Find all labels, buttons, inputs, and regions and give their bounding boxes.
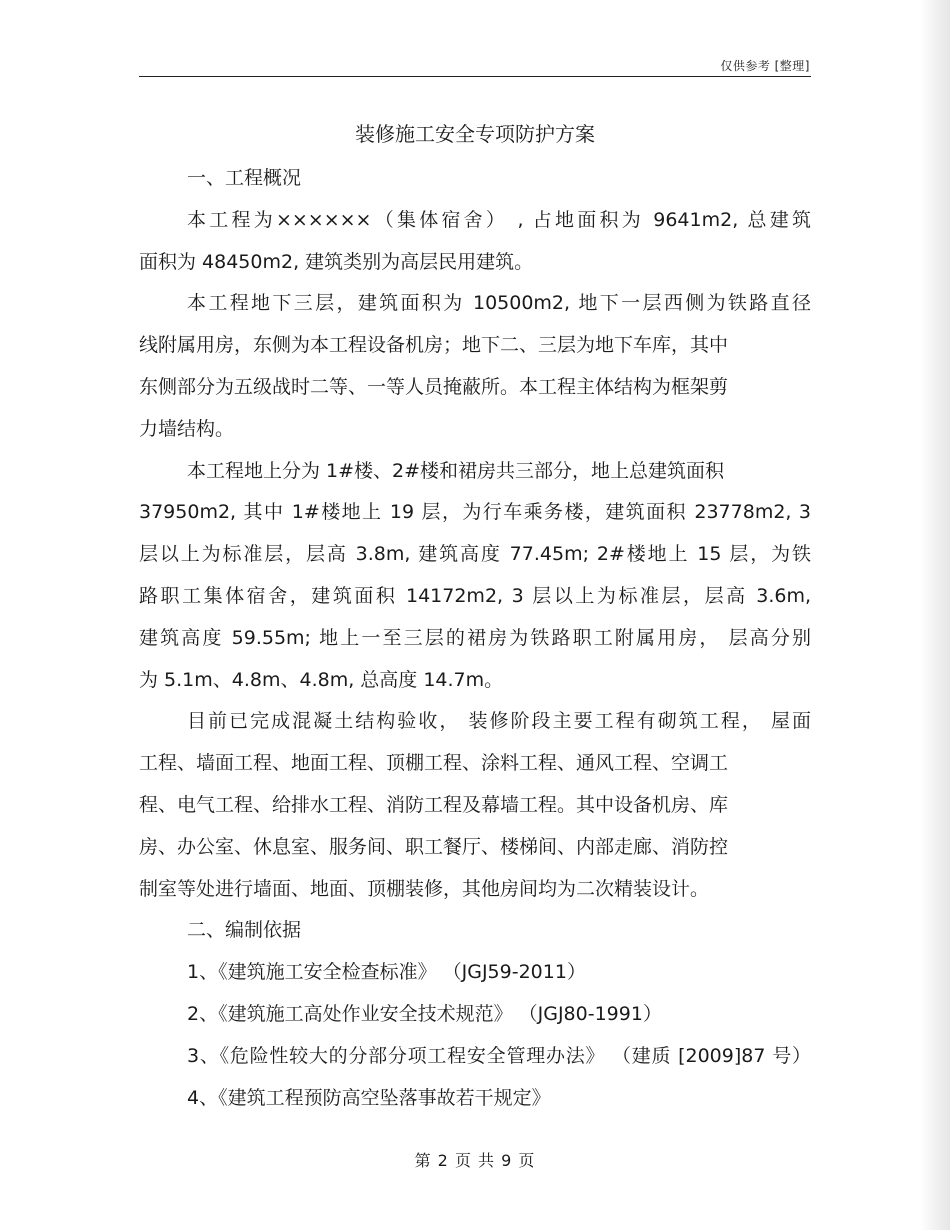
body-line: 东侧部分为五级战时二等、一等人员掩蔽所。本工程主体结构为框架剪 [139, 375, 729, 398]
body-line: 一、工程概况 [187, 167, 302, 189]
body-line: 本工程地上分为 1#楼、2#楼和裙房共三部分，地上总建筑面积 [187, 459, 725, 482]
body-line: 二、编制依据 [187, 919, 302, 942]
page-edge-shadow [920, 0, 950, 1230]
body-line: 目前已完成混凝土结构验收， 装修阶段主要工程有砌筑工程， 屋面 [187, 710, 811, 733]
body-line: 37950m2, 其中 1#楼地上 19 层，为行车乘务楼，建筑面积 23778m2, 3 [139, 501, 811, 524]
body-line: 面积为 48450m2, 建筑类别为高层民用建筑。 [139, 250, 534, 273]
body-line: 力墙结构。 [139, 417, 235, 440]
body-line: 制室等处进行墙面、地面、顶棚装修，其他房间均为二次精装设计。 [139, 877, 710, 900]
body-line: 工程、墙面工程、地面工程、顶棚工程、涂料工程、通风工程、空调工 [139, 752, 729, 775]
body-line: 路职工集体宿舍，建筑面积 14172m2, 3 层以上为标准层，层高 3.6m, [139, 584, 811, 607]
body-line: 为 5.1m、4.8m、4.8m, 总高度 14.7m。 [139, 668, 504, 691]
header-rule [139, 76, 811, 77]
body-line: 层以上为标准层，层高 3.8m, 建筑高度 77.45m; 2#楼地上 15 层，为铁 [139, 543, 811, 566]
document-body [139, 158, 811, 1119]
body-line: 房、办公室、休息室、服务间、职工餐厅、楼梯间、内部走廊、消防控 [139, 835, 729, 858]
body-line: 4、《建筑工程预防高空坠落事故若干规定》 [187, 1086, 551, 1109]
body-line: 程、电气工程、给排水工程、消防工程及幕墙工程。其中设备机房、库 [139, 793, 729, 816]
body-line: 本工程地下三层，建筑面积为 10500m2, 地下一层西侧为铁路直径 [187, 292, 811, 315]
document-title: 装修施工安全专项防护方案 [355, 122, 595, 146]
body-line: 1、《建筑施工安全检查标准》 （JGJ59-2011） [187, 961, 586, 984]
body-line: 3、《危险性较大的分部分项工程安全管理办法》 （建质 [2009]87 号） [187, 1044, 811, 1067]
body-line: 2、《建筑施工高处作业安全技术规范》 （JGJ80-1991） [187, 1002, 662, 1025]
body-line: 建筑高度 59.55m; 地上一至三层的裙房为铁路职工附属用房， 层高分别 [139, 626, 811, 649]
header-note: 仅供参考 [整理] [720, 59, 810, 73]
page-number: 第 2 页 共 9 页 [414, 1151, 536, 1170]
body-line: 本工程为××××××（集体宿舍） , 占地面积为 9641m2, 总建筑 [187, 208, 811, 231]
body-line: 线附属用房，东侧为本工程设备机房；地下二、三层为地下车库，其中 [139, 334, 729, 357]
